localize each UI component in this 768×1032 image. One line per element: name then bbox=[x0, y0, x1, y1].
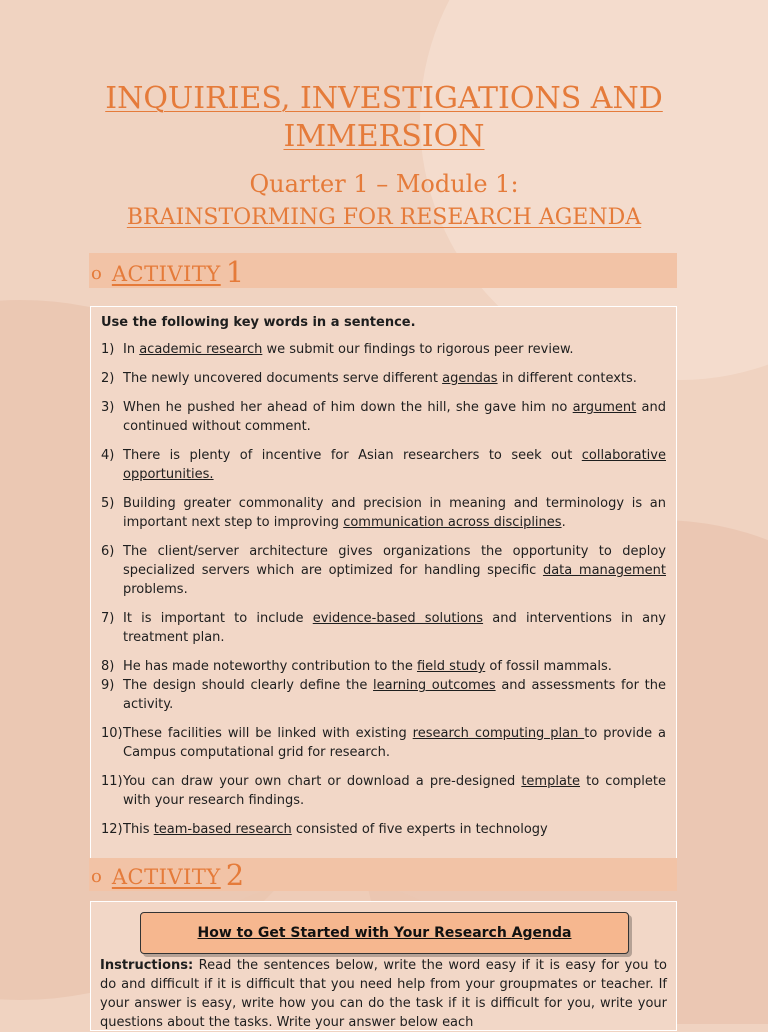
list-item bbox=[101, 542, 666, 599]
sentence-text: When he pushed her ahead of him down the hill, she gave him no bbox=[123, 400, 573, 415]
sentence-text: He has made noteworthy contribution to the bbox=[123, 659, 417, 674]
module-label: Quarter 1 – Module 1: bbox=[249, 170, 519, 198]
activity-label: ACTIVITY bbox=[111, 262, 221, 286]
key-word: data management bbox=[542, 563, 666, 578]
sentence-text: of fossil mammals. bbox=[485, 659, 612, 674]
sentence-text: The client/server architecture gives organizations the opportunity to deploy specialized servers which are optimized for handling specific bbox=[123, 544, 666, 578]
sentence-text: The newly uncovered documents serve different bbox=[123, 371, 443, 386]
item-number: 11) bbox=[101, 774, 123, 789]
activity-1-box bbox=[90, 306, 677, 859]
sentence-text: we submit our findings to rigorous peer review. bbox=[262, 342, 574, 357]
list-item bbox=[101, 398, 666, 436]
list-item bbox=[101, 340, 666, 359]
item-sentence bbox=[123, 657, 666, 676]
sentence-text: and assessments for the activity. bbox=[123, 678, 666, 712]
item-number: 5) bbox=[101, 496, 115, 511]
activity-number: 2 bbox=[225, 858, 245, 892]
list-item bbox=[101, 609, 666, 647]
activity-1-heading bbox=[89, 253, 677, 288]
key-word: academic research bbox=[139, 342, 263, 357]
item-number: 12) bbox=[101, 822, 123, 837]
key-word: collaborative opportunities. bbox=[123, 448, 666, 482]
list-item bbox=[101, 494, 666, 532]
sentence-text: You can draw your own chart or download a pre-designed bbox=[123, 774, 522, 789]
list-item bbox=[101, 724, 666, 762]
key-word: field study bbox=[416, 659, 486, 674]
list-item bbox=[101, 369, 666, 388]
sentence-text: There is plenty of incentive for Asian researchers to seek out bbox=[123, 448, 582, 463]
key-word: evidence-based solutions bbox=[312, 611, 484, 626]
sentence-text: in different contexts. bbox=[497, 371, 637, 386]
item-sentence bbox=[123, 772, 666, 810]
sentence-text: consisted of five experts in technology bbox=[291, 822, 548, 837]
item-sentence bbox=[123, 724, 666, 762]
item-sentence bbox=[123, 676, 666, 714]
bullet-icon: o bbox=[91, 263, 102, 284]
key-word: template bbox=[521, 774, 581, 789]
module-subtitle: BRAINSTORMING FOR RESEARCH AGENDA bbox=[126, 205, 642, 230]
item-sentence bbox=[123, 369, 666, 388]
key-word: learning outcomes bbox=[373, 678, 496, 693]
item-number: 10) bbox=[101, 726, 123, 741]
list-item bbox=[101, 820, 666, 839]
activity-label: ACTIVITY bbox=[111, 865, 221, 889]
key-word: argument bbox=[572, 400, 637, 415]
item-number: 6) bbox=[101, 544, 115, 559]
item-sentence bbox=[123, 542, 666, 599]
sentence-text: Building greater commonality and precision in meaning and terminology is an important next step to improving bbox=[123, 496, 666, 530]
sentence-text: It is important to include bbox=[123, 611, 313, 626]
item-sentence bbox=[123, 398, 666, 436]
item-sentence bbox=[123, 609, 666, 647]
bullet-icon: o bbox=[91, 866, 102, 887]
sentence-text: to provide a Campus computational grid for research. bbox=[123, 726, 666, 760]
sentence-text: . bbox=[561, 515, 566, 530]
sentence-text: problems. bbox=[123, 582, 188, 597]
item-number: 4) bbox=[101, 448, 115, 463]
sentence-text: and interventions in any treatment plan. bbox=[123, 611, 667, 645]
instructions-label: Instructions: bbox=[100, 958, 194, 973]
item-number: 1) bbox=[101, 342, 115, 357]
list-item bbox=[101, 772, 666, 810]
activity-2-heading bbox=[89, 858, 677, 891]
activity-2-instructions bbox=[100, 956, 667, 1032]
list-item bbox=[101, 446, 666, 484]
list-item bbox=[101, 657, 666, 676]
sentence-list bbox=[101, 340, 666, 839]
item-sentence bbox=[123, 494, 666, 532]
document-title: INQUIRIES, INVESTIGATIONS AND IMMERSION bbox=[105, 81, 663, 154]
sentence-text: to complete with your research findings. bbox=[123, 774, 666, 808]
key-word: research computing plan bbox=[412, 726, 585, 741]
activity-1-instruction: Use the following key words in a sentence. bbox=[101, 315, 416, 330]
key-word: agendas bbox=[442, 371, 498, 386]
sentence-text: The design should clearly define the bbox=[123, 678, 374, 693]
item-sentence bbox=[123, 820, 666, 839]
guide-title-banner: How to Get Started with Your Research Agenda bbox=[140, 912, 629, 954]
sentence-text: This bbox=[123, 822, 154, 837]
activity-number: 1 bbox=[225, 255, 245, 289]
key-word: communication across disciplines bbox=[343, 515, 562, 530]
item-number: 9) bbox=[101, 678, 115, 693]
key-word: team-based research bbox=[153, 822, 292, 837]
item-number: 7) bbox=[101, 611, 115, 626]
sentence-text: In bbox=[123, 342, 140, 357]
sentence-text: and continued without comment. bbox=[123, 400, 666, 434]
list-item bbox=[101, 676, 666, 714]
item-sentence bbox=[123, 340, 666, 359]
item-number: 3) bbox=[101, 400, 115, 415]
instructions-text: Read the sentences below, write the word easy if it is easy for you to do and difficult if it is difficult that you need help from your groupmates or teacher. If your answer is easy, write how you can do the task if it is difficult for you, write your questions about the tasks. Write your answer below each bbox=[100, 958, 667, 1030]
sentence-text: These facilities will be linked with existing bbox=[123, 726, 413, 741]
item-number: 8) bbox=[101, 659, 115, 674]
item-sentence bbox=[123, 446, 666, 484]
item-number: 2) bbox=[101, 371, 115, 386]
